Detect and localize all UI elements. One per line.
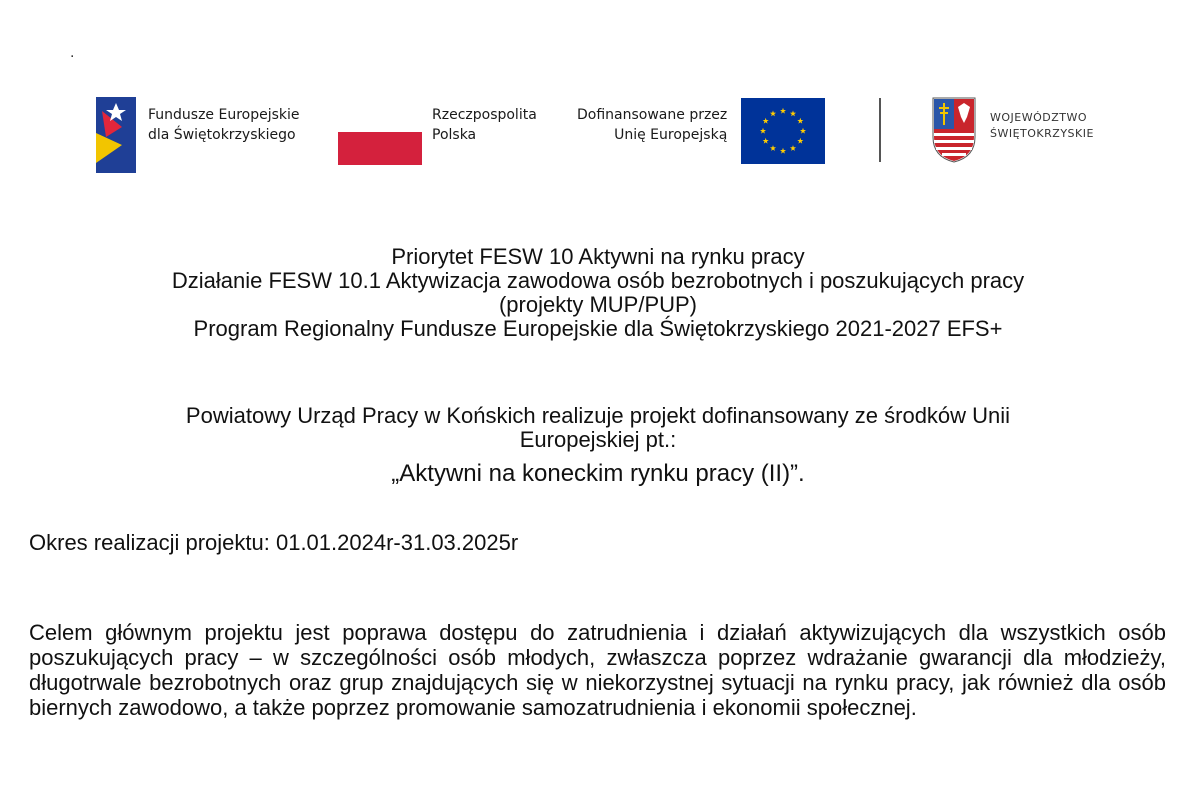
eu-star-icon — [770, 110, 776, 116]
project-type-line: (projekty MUP/PUP) — [498, 292, 698, 317]
program-line: Program Regionalny Fundusze Europejskie dla Świętokrzyskiego 2021-2027 EFS+ — [193, 316, 1003, 341]
project-title: „Aktywni na koneckim rynku pracy (II)”. — [391, 460, 805, 487]
priority-line: Priorytet FESW 10 Aktywni na rynku pracy — [391, 244, 805, 269]
eu-flag — [741, 98, 825, 164]
pl-logo-text — [432, 105, 537, 145]
polish-flag-white — [338, 99, 422, 132]
region-logo-text — [990, 110, 1094, 142]
eu-star-icon — [780, 148, 786, 154]
region-logo-line2: ŚWIĘTOKRZYSKIE — [990, 127, 1094, 140]
program-header — [0, 245, 1196, 341]
eu-stars-icon — [741, 98, 825, 164]
pl-logo-line1: Rzeczpospolita — [432, 107, 537, 123]
polish-flag-red — [338, 132, 422, 165]
dot-mark: . — [70, 44, 75, 61]
fe-logo-line2: dla Świętokrzyskiego — [148, 127, 296, 143]
eu-logo-line2: Unię Europejską — [614, 127, 728, 143]
pl-logo-line2: Polska — [432, 127, 477, 143]
logo-strip — [0, 90, 1196, 180]
eu-star-icon — [790, 110, 796, 116]
polish-flag — [338, 99, 422, 165]
eu-star-icon — [763, 118, 769, 124]
project-period: Okres realizacji projektu: 01.01.2024r-31.03.2025r — [29, 530, 519, 555]
logo-divider — [879, 98, 881, 162]
eu-star-icon — [763, 138, 769, 144]
eu-star-icon — [797, 138, 803, 144]
eu-star-icon — [797, 118, 803, 124]
eu-star-icon — [770, 145, 776, 151]
eu-logo-text — [577, 105, 727, 145]
project-intro-line1: Powiatowy Urząd Pracy w Końskich realizuje projekt dofinansowany ze środków Unii — [185, 403, 1011, 428]
fe-logo-text — [148, 105, 300, 145]
project-intro-line2: Europejskiej pt.: — [519, 427, 677, 452]
eu-star-icon — [760, 128, 766, 134]
project-intro — [0, 404, 1196, 452]
eu-star-icon — [780, 108, 786, 114]
fundusze-europejskie-emblem — [96, 97, 136, 173]
eu-logo-line1: Dofinansowane przez — [577, 107, 728, 123]
eu-star-icon — [790, 145, 796, 151]
region-logo-line1: WOJEWÓDZTWO — [990, 111, 1088, 124]
project-goal-paragraph: Celem głównym projektu jest poprawa dostępu do zatrudnienia i działań aktywizujących dla wszystkich osób poszukujących pracy – w szczególności osób młodych, zwłaszcza poprzez wdrażanie gwarancji dla młodzieży, długotrwale bezrobotnych oraz grup znajdujących się w niekorzystnej sytuacji na rynku pracy, jak również dla osób biernych zawodowo, a także poprzez promowanie samozatrudnienia i ekonomii społecznej. — [29, 620, 1166, 720]
fe-logo-line1: Fundusze Europejskie — [148, 107, 300, 123]
action-line: Działanie FESW 10.1 Aktywizacja zawodowa osób bezrobotnych i poszukujących pracy — [171, 268, 1025, 293]
eu-star-icon — [800, 128, 806, 134]
swietokrzyskie-coat-of-arms-icon — [932, 97, 976, 163]
